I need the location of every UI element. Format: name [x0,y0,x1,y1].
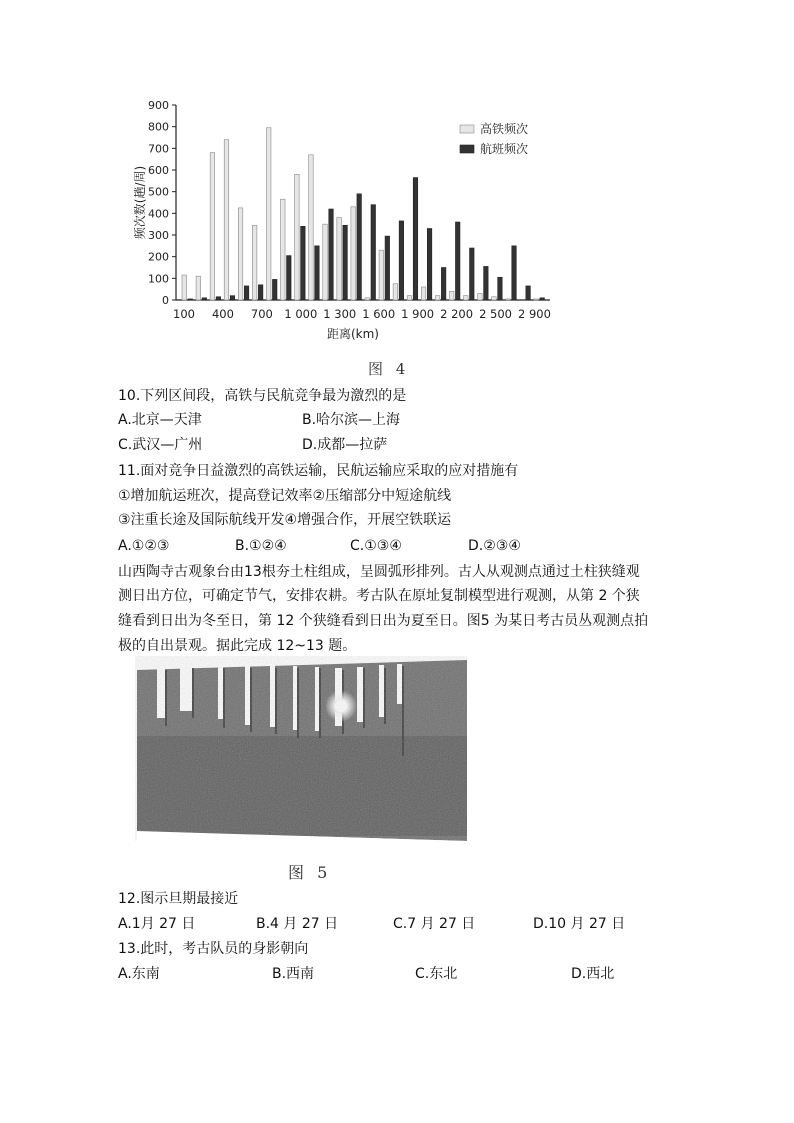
bar-flight [540,298,545,300]
bar-flight [427,229,432,301]
bar-high-speed-rail [266,128,271,300]
bar-flight [188,299,193,300]
bar-flight [512,246,517,300]
bar-flight [258,285,263,300]
bar-high-speed-rail [351,207,356,300]
q12-option-d: D.10 月 27 日 [533,916,626,932]
bar-high-speed-rail [407,296,412,300]
y-tick-label: 400 [148,207,169,221]
q11-option-d: D.②③④ [468,538,521,554]
bar-high-speed-rail [323,224,328,300]
bar-high-speed-rail [464,296,469,300]
question-10-stem: 10.下列区间段，高铁与民航竞争最为激烈的是 [118,388,407,404]
bar-high-speed-rail [309,155,314,300]
bar-flight [413,178,418,300]
bar-flight [385,236,390,300]
bar-high-speed-rail [449,291,454,300]
q11-option-a: A.①②③ [118,538,170,554]
passage-line-3: 缝看到日出为冬至日，第 12 个狭缝看到日出为夏至日。图5 为某日考古员丛观测点拍 [118,613,649,629]
bar-flight [484,266,489,300]
bar-high-speed-rail [478,294,483,301]
bar-high-speed-rail [379,250,384,300]
x-tick-label: 2 200 [440,307,474,321]
y-tick-label: 200 [148,250,169,264]
y-tick-label: 100 [148,272,169,286]
legend-label: 航班频次 [480,142,529,156]
bar-flight [441,268,446,301]
bar-flight [470,248,475,300]
bar-flight [315,246,320,300]
legend-swatch [460,145,474,153]
q13-option-c: C.东北 [415,966,458,982]
y-tick-label: 500 [148,185,169,199]
figure-5-caption: 图 5 [288,863,332,882]
bar-high-speed-rail [252,225,257,300]
bar-high-speed-rail [295,174,300,300]
q13-option-a: A.东南 [118,966,160,982]
q11-option-b: B.①②④ [235,538,287,554]
y-tick-label: 900 [148,99,169,112]
passage-line-1: 山西陶寺古观象台由13根夯土柱组成，呈圆弧形排列。古人从观测点通过土柱狭缝观 [118,564,640,580]
y-tick-label: 300 [148,229,169,242]
bar-flight [230,296,235,300]
y-tick-label: 800 [148,120,169,134]
bar-high-speed-rail [393,284,398,300]
bar-flight [399,221,404,300]
bar-flight [287,256,292,300]
bar-high-speed-rail [337,218,342,300]
q10-option-d: D.成都—拉萨 [302,437,388,453]
q12-option-b: B.4 月 27 日 [256,916,339,932]
question-12-stem: 12.图示旦期最接近 [118,891,239,907]
q12-option-c: C.7 月 27 日 [393,916,476,932]
bar-high-speed-rail [435,296,440,300]
bar-flight [329,209,334,300]
x-tick-label: 1 000 [284,307,318,321]
legend-swatch [460,125,474,133]
bar-flight [216,297,221,300]
question-13-stem: 13.此时，考古队员的身影朝向 [118,941,309,957]
y-tick-label: 0 [162,294,169,307]
bar-flight [301,226,306,300]
passage-line-2: 测日出方位，可确定节气，安排农耕。考古队在原址复制模型进行观测，从第 2 个狭 [118,588,640,604]
question-11-stem: 11.面对竞争日益激烈的高铁运输，民航运输应采取的应对措施有 [118,463,519,479]
x-tick-label: 1 600 [362,307,396,321]
x-tick-label: 100 [173,307,195,321]
q10-option-c: C.武汉—广州 [118,437,203,453]
x-tick-label: 700 [250,307,273,321]
y-tick-label: 600 [148,164,169,177]
x-tick-label: 2 900 [518,307,551,321]
x-tick-label: 1 300 [323,307,357,321]
bar-flight [526,286,531,300]
bar-high-speed-rail [421,287,426,300]
q13-option-d: D.西北 [571,966,615,982]
bar-high-speed-rail [238,208,243,300]
bar-high-speed-rail [210,153,215,300]
bar-high-speed-rail [506,299,511,300]
figure-4-caption: 图 4 [368,360,410,378]
y-axis-label: 频次数(趟/周) [133,165,147,240]
x-tick-label: 1 900 [401,307,435,321]
y-tick-label: 700 [148,142,169,156]
bar-flight [455,222,460,300]
bar-high-speed-rail [182,275,187,300]
q10-option-b: B.哈尔滨—上海 [302,412,401,428]
bar-flight [357,194,362,300]
bar-flight [343,225,348,300]
x-axis-label: 距离(km) [326,327,380,341]
sunrise-pillars-image [135,656,467,841]
x-tick-label: 400 [211,307,234,321]
passage-line-4: 极的自出景观。据此完成 12~13 题。 [118,638,357,654]
x-tick-label: 2 500 [479,307,513,321]
q11-option-c: C.①③④ [350,538,402,554]
figure-4-chart [130,95,570,350]
figure-5-photo [135,656,467,841]
q13-option-b: B.西南 [272,966,315,982]
bar-flight [244,286,249,300]
bar-high-speed-rail [492,297,497,300]
question-11-statements-1: ①增加航运班次，提高登记效率②压缩部分中短途航线 [118,488,452,504]
bar-flight [371,205,376,300]
bar-chart-svg [130,95,570,350]
bar-flight [202,298,207,300]
bar-high-speed-rail [196,276,201,300]
bar-high-speed-rail [534,299,539,300]
bar-high-speed-rail [365,298,370,300]
question-11-statements-2: ③注重长途及国际航线开发④增强合作，开展空铁联运 [118,512,452,528]
bar-high-speed-rail [281,199,286,300]
bar-flight [272,279,277,300]
legend-label: 高铁频次 [480,122,529,136]
q12-option-a: A.1月 27 日 [118,916,196,932]
bar-flight [498,277,503,300]
q10-option-a: A.北京—天津 [118,412,202,428]
bar-high-speed-rail [224,140,229,300]
